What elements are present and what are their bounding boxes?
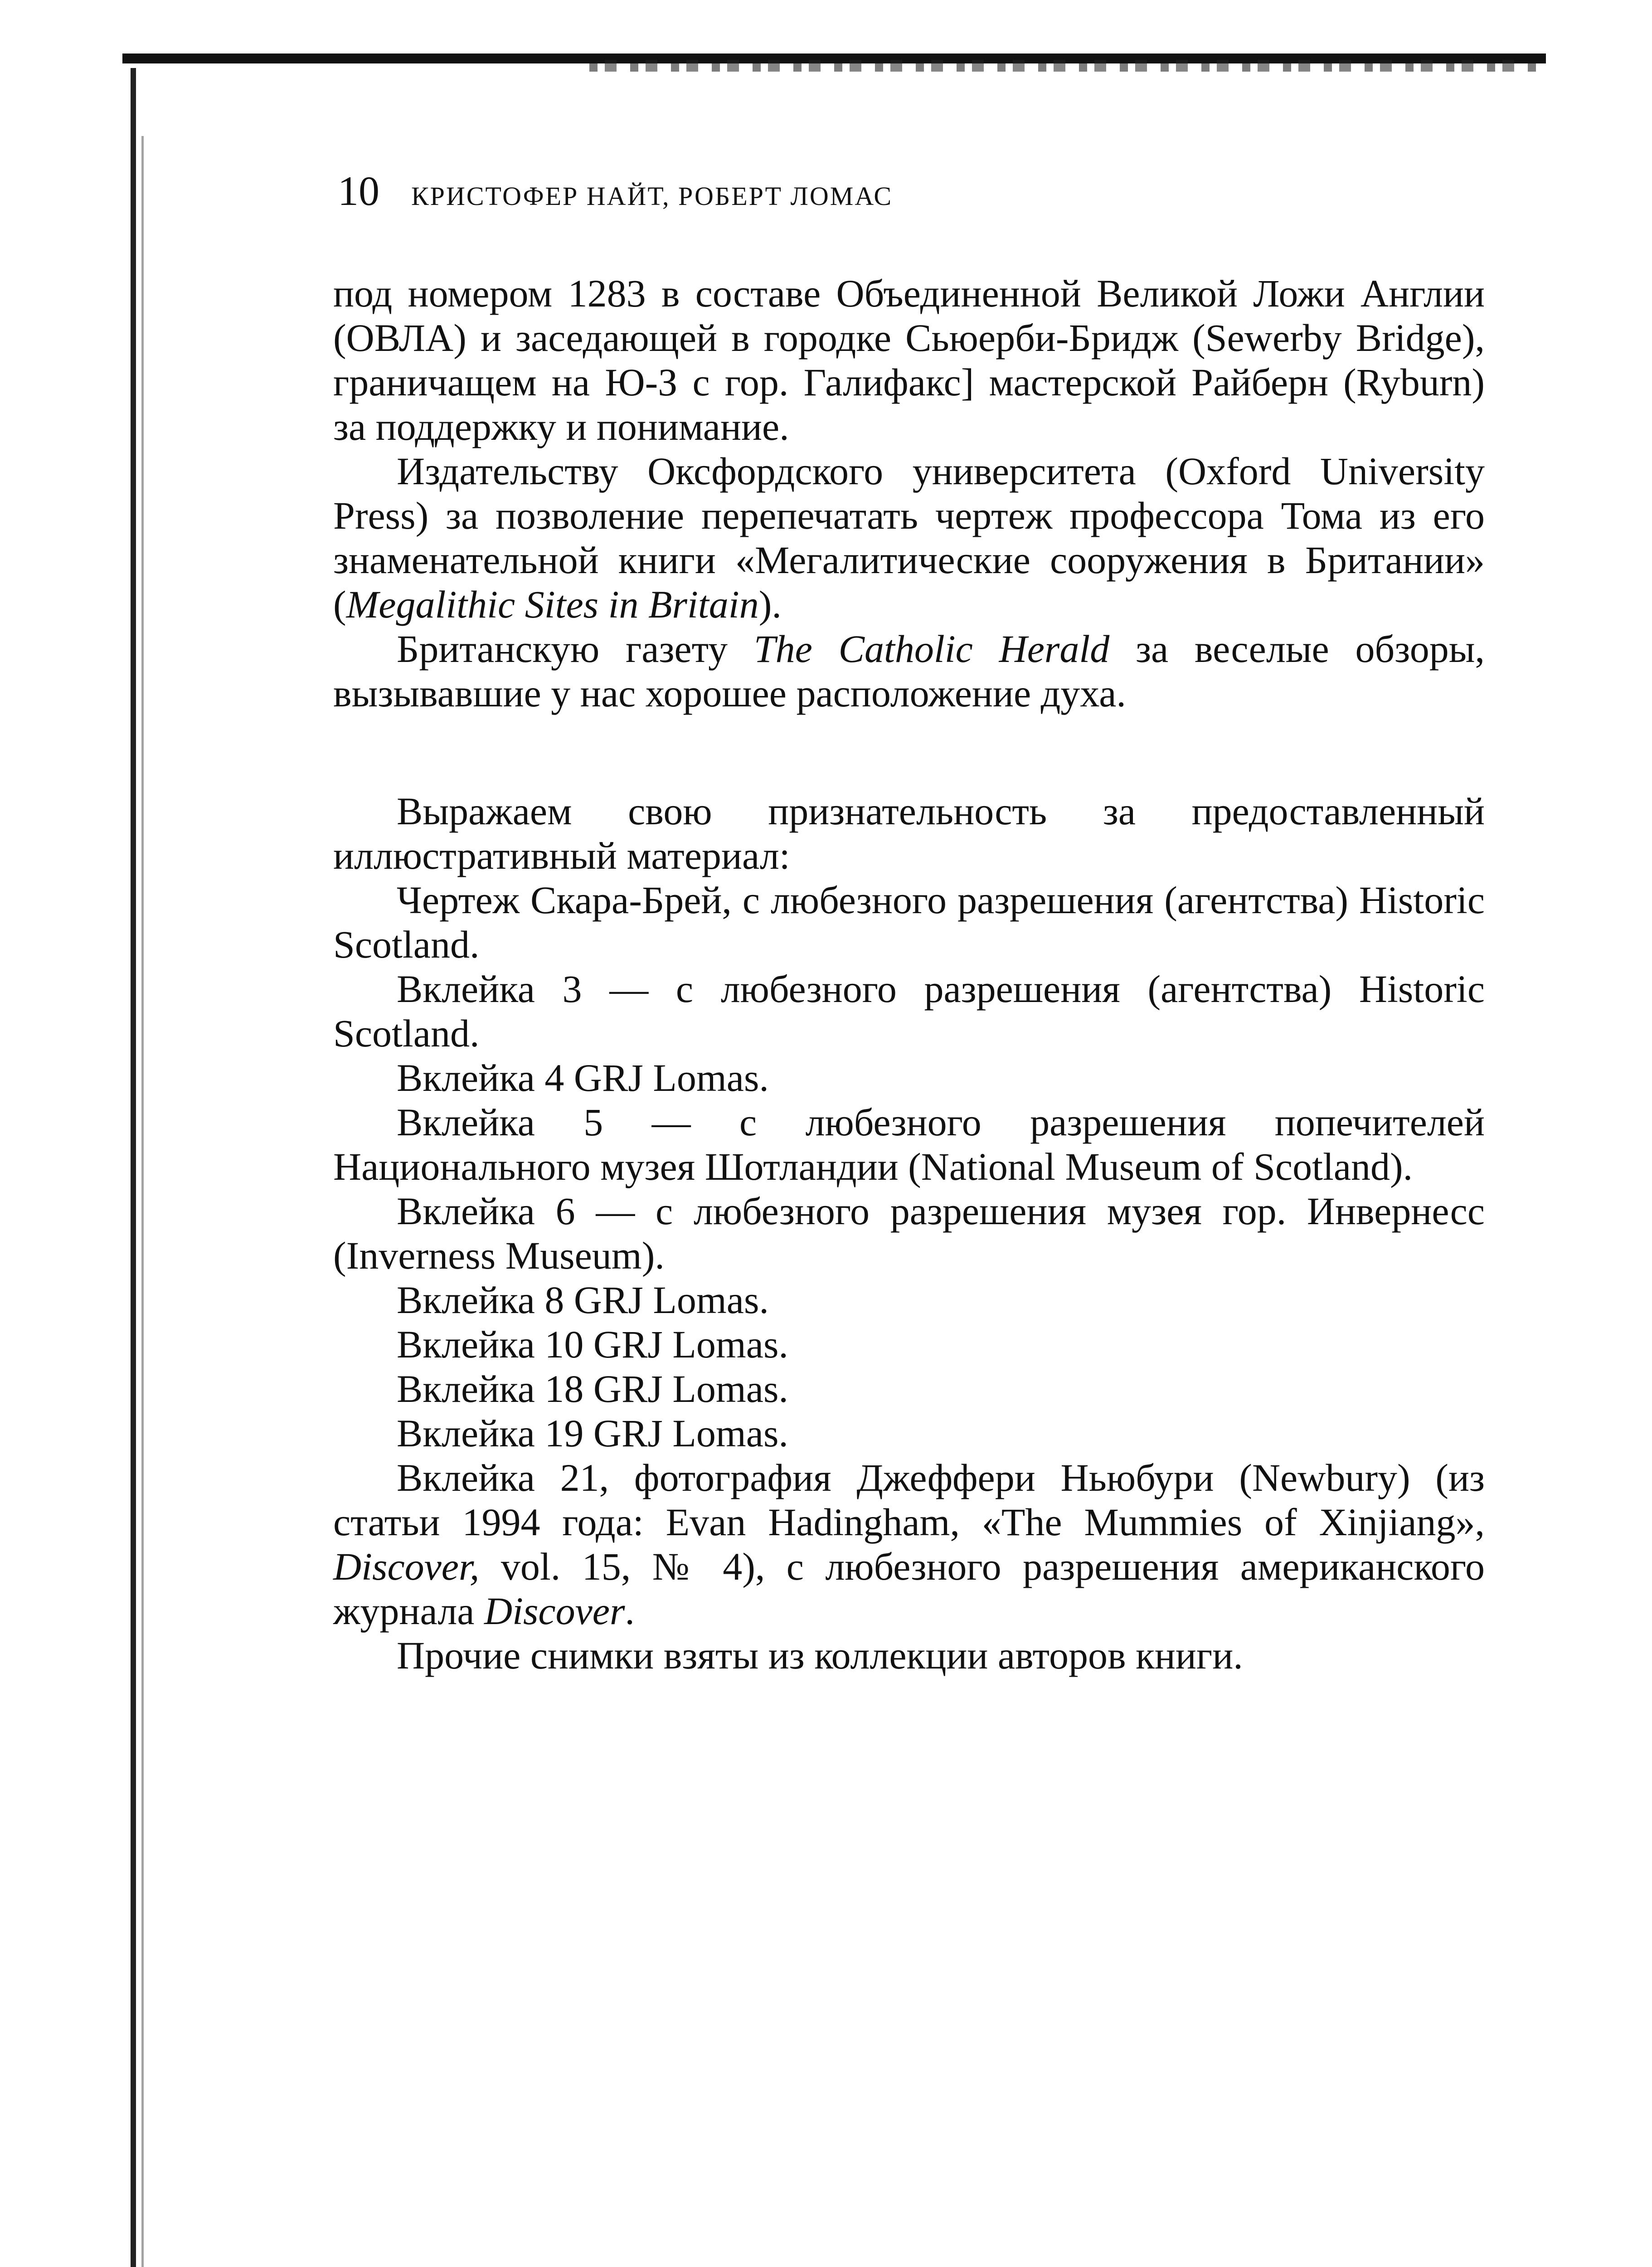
credit-21-journal-2: Discover [484,1589,625,1633]
ack-p3-text-a: Британскую газету [397,627,754,671]
ack-paragraph-3 [333,627,1485,715]
ack-paragraph-1: под номером 1283 в составе Объединенной Великой Ложи Англии (ОВЛА) и заседающей в городке Сьюерби-Бридж (Sewerby Bridge), граничащем на Ю-З с гор. Галифакс] мастерской Райберн (Ryburn) за поддержку и понимание. [333,272,1485,448]
credit-item: Вклейка 5 — с любезного разрешения попечителей Национального музея Шотландии (National Museum of Scotland). [333,1100,1485,1188]
credit-item: Вклейка 6 — с любезного разрешения музея гор. Инвернесс (Inverness Museum). [333,1189,1485,1277]
credit-21-text-c: vol. 15, № 4), с любезного разрешения американского журнала [333,1545,1485,1633]
credit-item: Вклейка 19 GRJ Lomas. [397,1411,788,1455]
credits-section [333,789,1485,1678]
credit-21-journal: Discover, [333,1545,480,1588]
ack-p3-newspaper: The Catholic Herald [753,627,1110,671]
credit-item: Чертеж Скара-Брей, с любезного разрешения (агентства) Historic Scotland. [333,878,1485,966]
credit-item: Вклейка 10 GRJ Lomas. [397,1323,788,1366]
ack-p2-text-a: Издательству Оксфордского университета (Oxford University Press) за позволение перепечатать чертеж профессора Тома из его знаменательной книги «Мегалитические сооружения в Британии» ( [333,449,1485,626]
credits-closing: Прочие снимки взяты из коллекции авторов книги. [397,1634,1243,1677]
credits-intro: Выражаем свою признательность за предоставленный иллюстративный материал: [333,789,1485,877]
credit-21-text-a: Вклейка 21, фотография Джеффери Ньюбури (Newbury) (из статьи 1994 года: Evan Hadingham, «The Mummies of Xinjiang», [333,1456,1485,1544]
credit-item: Вклейка 3 — с любезного разрешения (агентства) Historic Scotland. [333,967,1485,1055]
ack-p2-text-b: ). [758,583,782,626]
credit-item-21 [333,1455,1485,1633]
scan-left-shadow [141,136,144,2267]
credit-item: Вклейка 4 GRJ Lomas. [397,1056,769,1099]
ack-p2-book-title: Megalithic Sites in Britain [346,583,759,626]
ack-paragraph-2 [333,449,1485,627]
credit-item: Вклейка 8 GRJ Lomas. [397,1278,769,1322]
scan-top-noise [589,60,1541,72]
acknowledgements-section [333,271,1485,715]
scan-left-border [131,68,136,2267]
ack-p3-text-b: за веселые обзоры, вызывавшие у нас хорошее расположение духа. [333,627,1485,715]
page-header [338,167,893,217]
running-title: КРИСТОФЕР НАЙТ, РОБЕРТ ЛОМАС [411,181,893,211]
page-number: 10 [338,168,379,214]
credit-item: Вклейка 18 GRJ Lomas. [397,1367,788,1411]
credit-21-text-e: . [625,1589,635,1633]
